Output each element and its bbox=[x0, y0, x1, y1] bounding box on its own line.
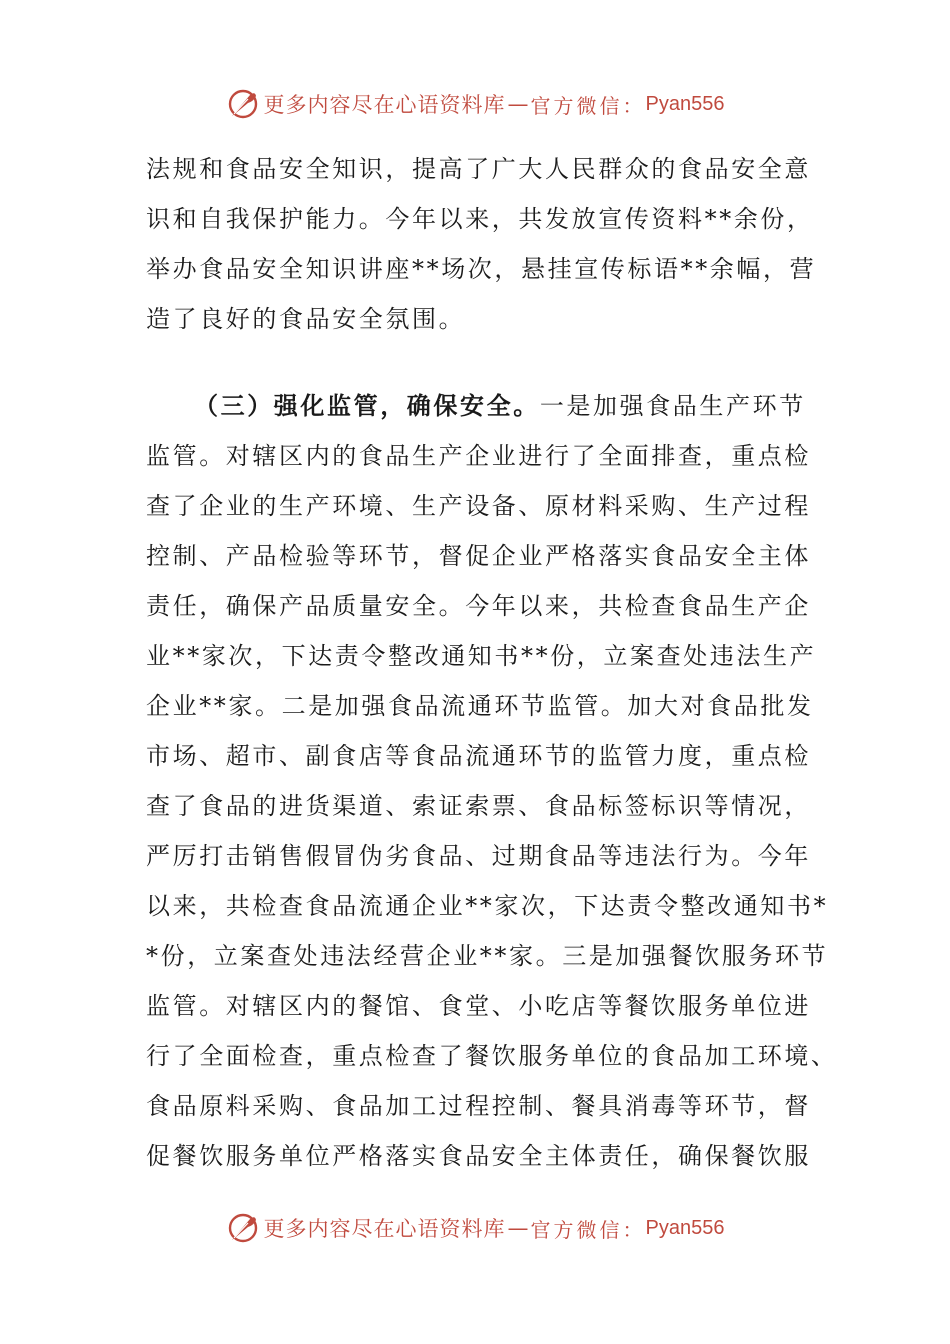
text-line: 查了食品的进货渠道、索证索票、食品标签标识等情况， bbox=[146, 792, 811, 820]
paragraph-continuation bbox=[146, 144, 817, 344]
quill-logo-icon bbox=[226, 87, 260, 121]
text-line: 食品原料采购、食品加工过程控制、餐具消毒等环节，督 bbox=[146, 1092, 811, 1120]
text-line: 监管。对辖区内的食品生产企业进行了全面排查，重点检 bbox=[146, 442, 811, 470]
text-run: 一是加强食品生产环节 bbox=[539, 392, 806, 420]
text-line: 业**家次，下达责令整改通知书**份，立案查处违法生产 bbox=[146, 642, 817, 670]
text-line: 企业**家。二是加强食品流通环节监管。加大对食品批发 bbox=[146, 692, 814, 720]
watermark-dash: — bbox=[507, 92, 529, 116]
watermark-wechat-id: Pyan556 bbox=[645, 92, 725, 115]
paragraph-first-line bbox=[146, 381, 806, 431]
text-line: 促餐饮服务单位严格落实食品安全主体责任，确保餐饮服 bbox=[146, 1142, 811, 1170]
text-line: 法规和食品安全知识，提高了广大人民群众的食品安全意 bbox=[146, 155, 811, 183]
watermark-banner-bottom bbox=[0, 1208, 950, 1248]
text-line: 监管。对辖区内的餐馆、食堂、小吃店等餐饮服务单位进 bbox=[146, 992, 811, 1020]
text-line: 严厉打击销售假冒伪劣食品、过期食品等违法行为。今年 bbox=[146, 842, 811, 870]
watermark-banner-top bbox=[0, 84, 950, 124]
text-line: 查了企业的生产环境、生产设备、原材料采购、生产过程 bbox=[146, 492, 811, 520]
text-line: 行了全面检查，重点检查了餐饮服务单位的食品加工环境、 bbox=[146, 1042, 838, 1070]
watermark-text: 更多内容尽在心语资料库 bbox=[263, 93, 506, 117]
text-line: 以来，共检查食品流通企业**家次，下达责令整改通知书* bbox=[146, 892, 829, 920]
text-line: 造了良好的食品安全氛围。 bbox=[146, 305, 466, 333]
watermark-official-label: 官方微信： bbox=[530, 93, 646, 118]
paragraph-supervision bbox=[146, 381, 838, 1181]
watermark-wechat-id: Pyan556 bbox=[645, 1216, 725, 1239]
watermark-text: 更多内容尽在心语资料库 bbox=[263, 1217, 506, 1241]
text-line: 控制、产品检验等环节，督促企业严格落实食品安全主体 bbox=[146, 542, 811, 570]
watermark-dash: — bbox=[507, 1216, 529, 1240]
section-heading: （三）强化监管，确保安全。 bbox=[194, 391, 540, 420]
text-line: 举办食品安全知识讲座**场次，悬挂宣传标语**余幅，营 bbox=[146, 255, 817, 283]
text-line: 识和自我保护能力。今年以来，共发放宣传资料**余份， bbox=[146, 205, 814, 233]
text-line: 市场、超市、副食店等食品流通环节的监管力度，重点检 bbox=[146, 742, 811, 770]
watermark-official-label: 官方微信： bbox=[530, 1217, 646, 1242]
text-line: 责任，确保产品质量安全。今年以来，共检查食品生产企 bbox=[146, 592, 811, 620]
text-line: *份，立案查处违法经营企业**家。三是加强餐饮服务环节 bbox=[146, 942, 829, 970]
quill-logo-icon bbox=[226, 1211, 260, 1245]
